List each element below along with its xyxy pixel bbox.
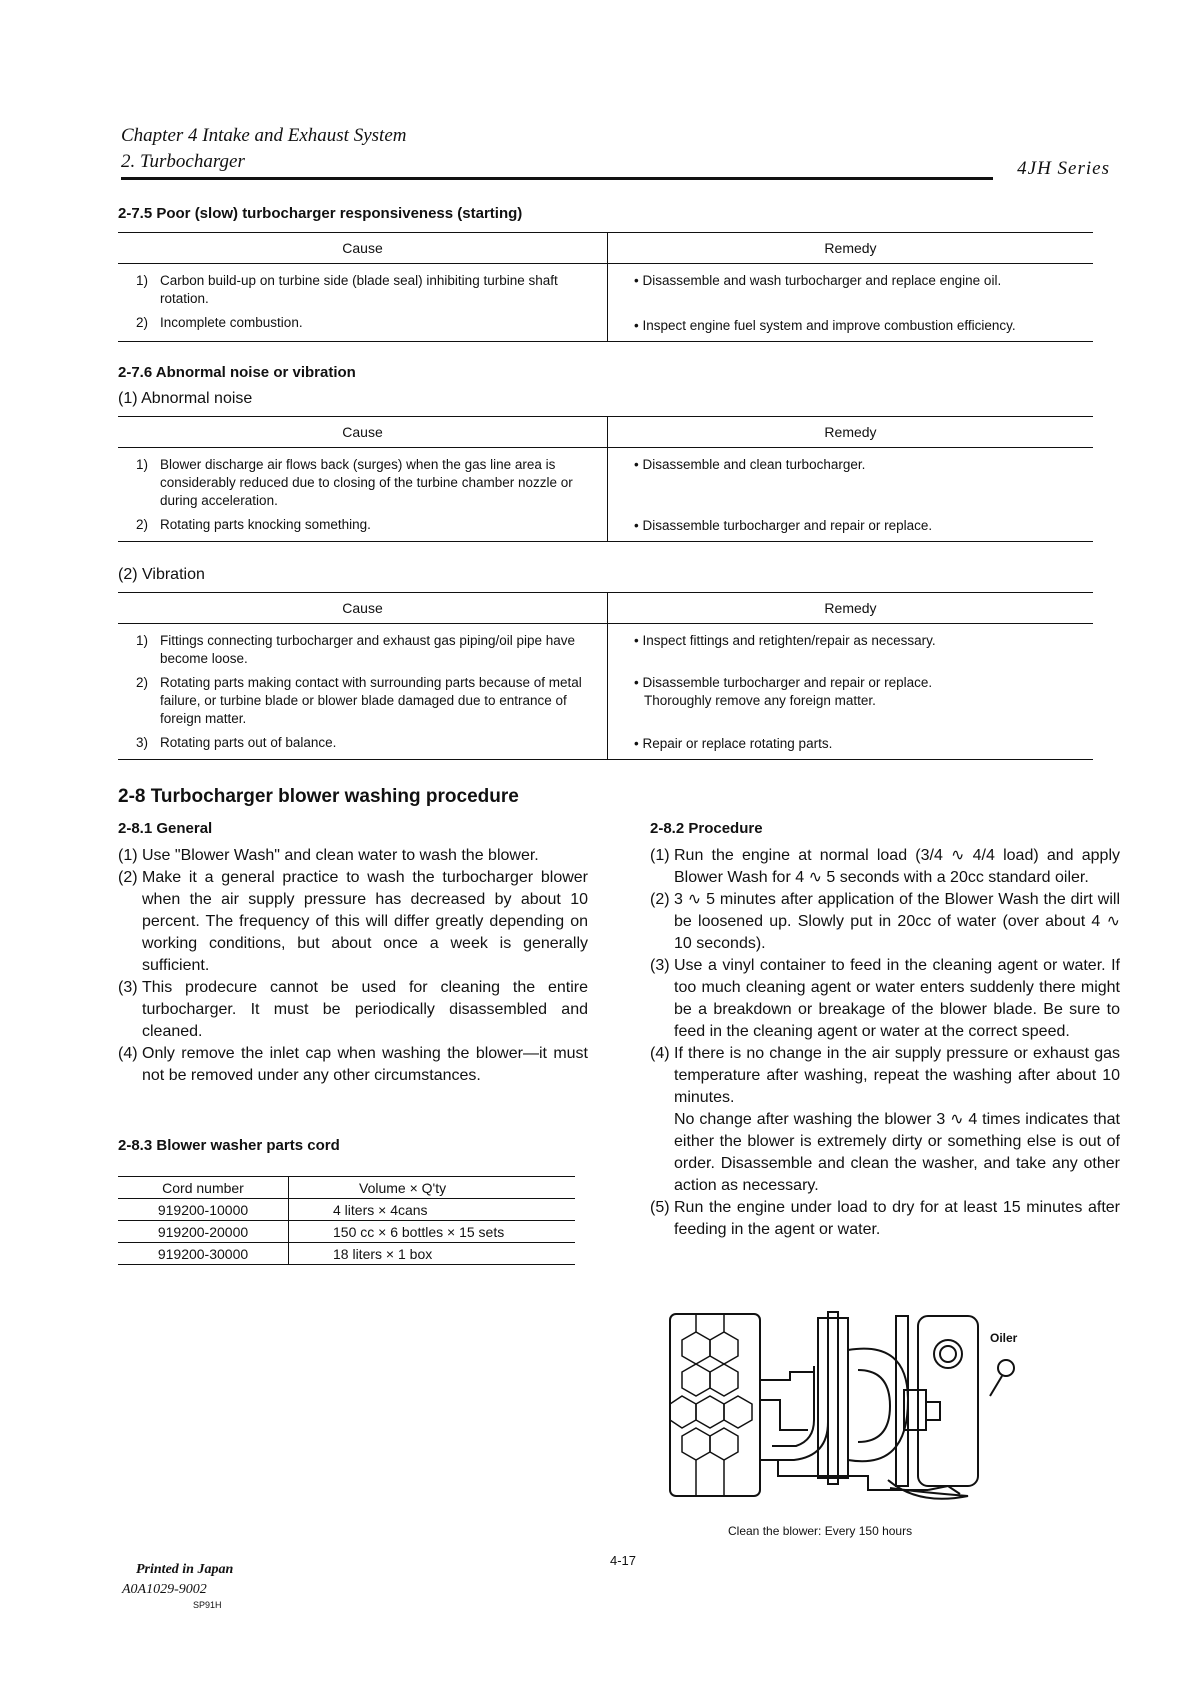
intake-pipe xyxy=(760,1372,814,1380)
remedy-header: Remedy xyxy=(608,233,1094,264)
table-row: 1) Carbon build-up on turbine side (blade seal) inhibiting turbine shaft rotation. • Disassemble and wash turbocharger and replace engine oil. xyxy=(118,264,1093,312)
small-code: SP91H xyxy=(193,1600,222,1610)
section-title: 2. Turbocharger xyxy=(121,151,245,172)
header-rule xyxy=(121,177,993,180)
list-item: (4) Only remove the inlet cap when washing the blower—it must not be removed under any other circumstances. xyxy=(118,1045,588,1084)
table-row: 1) Fittings connecting turbocharger and exhaust gas piping/oil pipe have become loose. • Inspect fittings and retighten/repair as necessary. xyxy=(118,624,1093,672)
page-number: 4-17 xyxy=(610,1553,637,1568)
general-column xyxy=(118,820,588,1087)
table-row: 2) Rotating parts making contact with surrounding parts because of metal failure, or turbine blade or blower blade damaged due to entrance of foreign matter. • Disassemble turbocharger and repair or replace. Thoroughly remove any foreign matter. xyxy=(118,671,1093,731)
oiler-label: Oiler xyxy=(990,1331,1018,1345)
section-28-title: 2-8 Turbocharger blower washing procedure xyxy=(118,786,519,807)
document-code: A0A1029-9002 xyxy=(122,1582,207,1597)
remedy-header: Remedy xyxy=(608,593,1094,624)
table-row: 919200-10000 4 liters × 4cans xyxy=(118,1199,575,1221)
figure-caption: Clean the blower: Every 150 hours xyxy=(728,1524,913,1538)
table-row: 919200-20000 150 cc × 6 bottles × 15 sets xyxy=(118,1221,575,1243)
table-row: 919200-30000 18 liters × 1 box xyxy=(118,1243,575,1265)
list-item: (3) Use a vinyl container to feed in the cleaning agent or water. If too much cleaning agent or water enters suddenly there might be a breakdown or breakage of the blower blade. Be sure to feed in the cleaning agent or water at the correct speed. xyxy=(650,957,1120,1040)
table-noise xyxy=(118,416,1093,542)
turbocharger-illustration xyxy=(668,1310,1078,1510)
parts-table xyxy=(118,1176,575,1265)
list-item: (5) Run the engine under load to dry for at least 15 minutes after feeding in the agent or water. xyxy=(650,1199,1120,1238)
blower-wash-figure xyxy=(668,1310,1078,1515)
table-vibration xyxy=(118,592,1093,760)
list-item: (1) Use "Blower Wash" and clean water to wash the blower. xyxy=(118,847,539,864)
table-row: 3) Rotating parts out of balance. • Repair or replace rotating parts. xyxy=(118,731,1093,760)
section-276-title: 2-7.6 Abnormal noise or vibration xyxy=(118,364,356,381)
list-item: (2) 3 ∿ 5 minutes after application of the Blower Wash the dirt will be loosened up. Slowly put in 20cc of water (over about 4 ∿ 10 seconds). xyxy=(650,891,1120,952)
honeycomb-pattern xyxy=(670,1314,752,1496)
list-item: (2) Make it a general practice to wash the turbocharger blower when the air supply pressure has decreased by about 10 percent. The frequency of this will differ greatly depending on working conditions, but about once a week is generally sufficient. xyxy=(118,869,588,974)
abnormal-noise-subtitle: (1) Abnormal noise xyxy=(118,390,253,407)
chapter-title: Chapter 4 Intake and Exhaust System xyxy=(121,125,407,146)
list-item: (3) This prodecure cannot be used for cleaning the entire turbocharger. It must be periodically disassembled and cleaned. xyxy=(118,979,588,1040)
printed-in: Printed in Japan xyxy=(136,1562,234,1577)
inlet-cap xyxy=(934,1340,962,1368)
table-row: Cord number Volume × Q'ty xyxy=(118,1177,575,1199)
parts-title: 2-8.3 Blower washer parts cord xyxy=(118,1137,340,1154)
table-275 xyxy=(118,232,1093,342)
procedure-column xyxy=(650,820,1120,1241)
oiler-icon xyxy=(998,1360,1014,1376)
remedy-header: Remedy xyxy=(608,417,1094,448)
list-item: (1) Run the engine at normal load (3/4 ∿ 4/4 load) and apply Blower Wash for 4 ∿ 5 seconds with a 20cc standard oiler. xyxy=(650,847,1120,886)
vibration-subtitle: (2) Vibration xyxy=(118,566,205,583)
procedure-list xyxy=(650,845,1120,1241)
procedure-title: 2-8.2 Procedure xyxy=(650,820,763,837)
cause-header: Cause xyxy=(118,593,608,624)
table-row: 2) Incomplete combustion. • Inspect engine fuel system and improve combustion efficiency. xyxy=(118,311,1093,342)
general-title: 2-8.1 General xyxy=(118,820,213,837)
series-label: 4JH Series xyxy=(1017,158,1110,179)
section-275-title: 2-7.5 Poor (slow) turbocharger responsiveness (starting) xyxy=(118,205,523,222)
air-filter-box xyxy=(670,1314,760,1496)
table-row: 2) Rotating parts knocking something. • Disassemble turbocharger and repair or replace. xyxy=(118,513,1093,542)
list-item: (4) If there is no change in the air supply pressure or exhaust gas temperature after washing, repeat the washing after about 10 minutes. No change after washing the blower 3 ∿ 4 times indicates that either the blower is extremely dirty or something else is out of order. Disassemble and clean the washer, and take any other action as necessary. xyxy=(650,1045,1120,1194)
table-row: 1) Blower discharge air flows back (surges) when the gas line area is considerably reduced due to closing of the turbine chamber nozzle or during acceleration. • Disassemble and clean turbocharger. xyxy=(118,448,1093,514)
cause-header: Cause xyxy=(118,233,608,264)
general-list xyxy=(118,845,588,1087)
cause-header: Cause xyxy=(118,417,608,448)
